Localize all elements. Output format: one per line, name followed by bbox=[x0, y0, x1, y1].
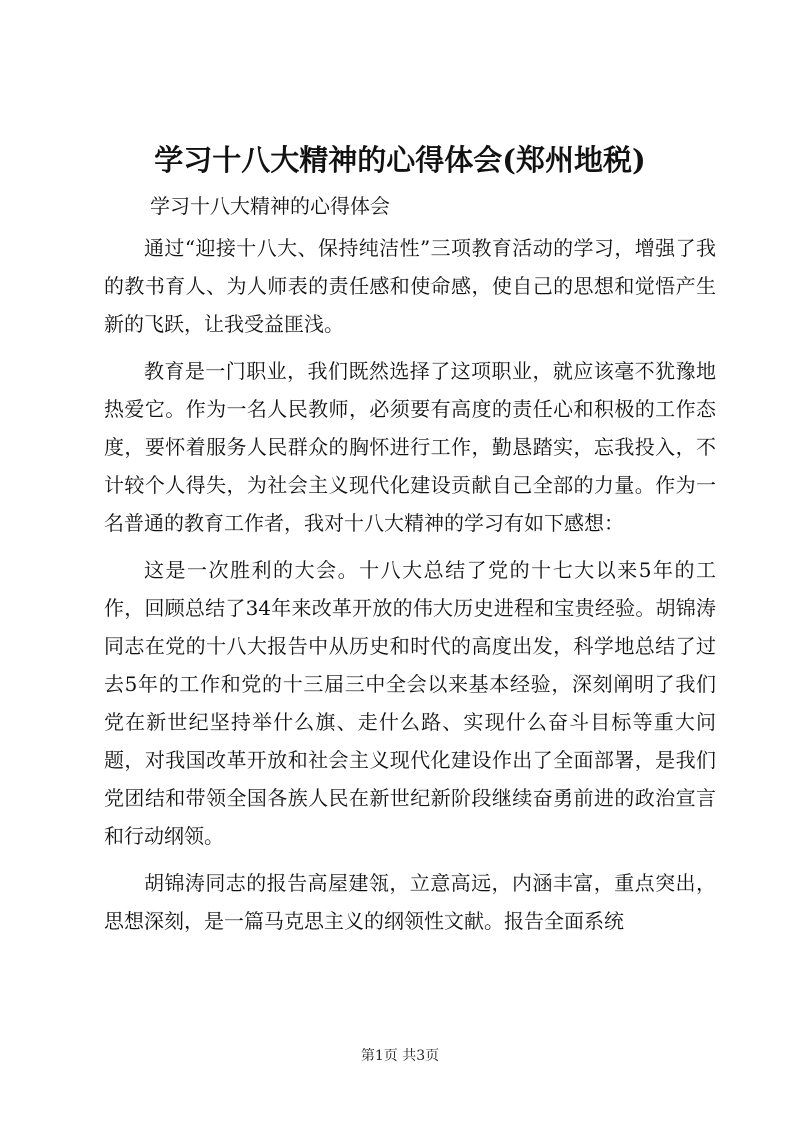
paragraph-4: 胡锦涛同志的报告高屋建瓴，立意高远，内涵丰富，重点突出，思想深刻，是一篇马克思主义的纲领性文献。报告全面系统 bbox=[104, 871, 716, 933]
paragraph-2: 教育是一门职业，我们既然选择了这项职业，就应该毫不犹豫地热爱它。作为一名人民教师，必须要有高度的责任心和积极的工作态度，要怀着服务人民群众的胸怀进行工作，勤恳踏实，忘我投入，不计较个人得失，为社会主义现代化建设贡献自己全部的力量。作为一名普通的教育工作者，我对十八大精神的学习有如下感想： bbox=[104, 359, 716, 535]
page-indicator: 第1页 共3页 bbox=[360, 1048, 440, 1064]
document-title: 学习十八大精神的心得体会(郑州地税) bbox=[154, 143, 646, 177]
paragraph-1: 通过“迎接十八大、保持纯洁性”三项教育活动的学习，增强了我的教书育人、为人师表的责任感和使命感，使自己的思想和觉悟产生新的飞跃，让我受益匪浅。 bbox=[104, 236, 716, 336]
document-subtitle: 学习十八大精神的心得体会 bbox=[150, 194, 390, 218]
paragraph-3: 这是一次胜利的大会。十八大总结了党的十七大以来5年的工作，回顾总结了34年来改革开放的伟大历史进程和宝贵经验。胡锦涛同志在党的十八大报告中从历史和时代的高度出发，科学地总结了过去5年的工作和党的十三届三中全会以来基本经验，深刻阐明了我们党在新世纪坚持举什么旗、走什么路、实现什么奋斗目标等重大问题，对我国改革开放和社会主义现代化建设作出了全面部署，是我们党团结和带领全国各族人民在新世纪新阶段继续奋勇前进的政治宣言和行动纲领。 bbox=[104, 558, 716, 848]
page-footer bbox=[0, 1046, 800, 1066]
document-body bbox=[104, 229, 716, 949]
